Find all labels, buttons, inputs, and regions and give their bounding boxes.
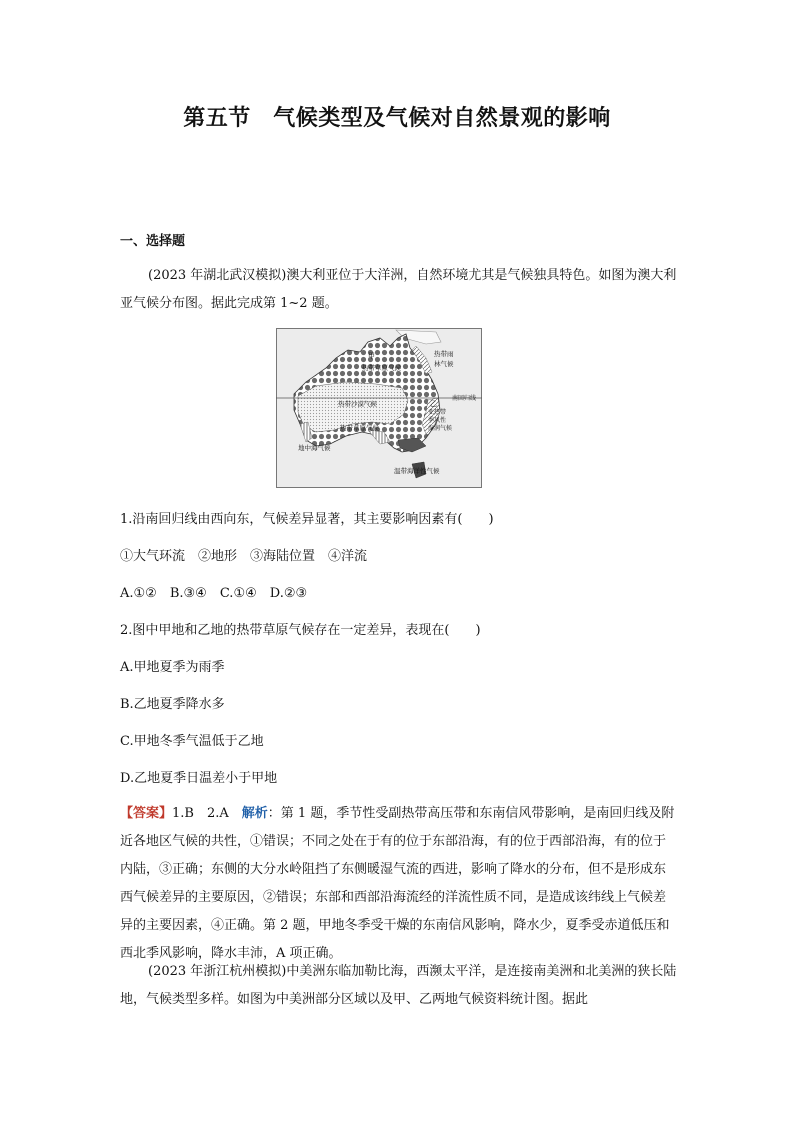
- map-label-subtropical-3: 湿润气候: [428, 425, 453, 432]
- map-label-savanna: 热带草原气候: [362, 364, 401, 372]
- map-label-tropic: 南回归线: [452, 395, 477, 402]
- question-1-options: A.①② B.③④ C.①④ D.②③: [120, 586, 308, 601]
- question-2: 2.图中甲地和乙地的热带草原气候存在一定差异，表现在( ): [120, 623, 481, 638]
- map-label-mediterranean: 地中海气候: [298, 444, 331, 452]
- question-2-option-a: A.甲地夏季为雨季: [120, 660, 225, 675]
- analysis-tag: 解析: [241, 806, 268, 821]
- australia-climate-map: [276, 328, 482, 488]
- map-label-jia: 甲: [368, 352, 375, 360]
- map-label-savanna2: 热带草原气候: [340, 424, 379, 432]
- question-1: 1.沿南回归线由西向东，气候差异显著，其主要影响因素有( ): [120, 512, 494, 527]
- question-2-option-c: C.甲地冬季气温低于乙地: [120, 734, 264, 749]
- analysis-text: ：第 1 题，季节性受副热带高压带和东南信风带影响，是南回归线及附近各地区气候的共性，①错误；不同之处在于有的位于东部沿海，有的位于西部沿海，有的位于内陆，③正确；东侧的大分水岭阻挡了东侧暖湿气流的西进，影响了降水的分布，但不是形成东西气候差异的主要原因，②错误；东部和西部沿海流经的洋流性质不同，是造成该纬线上气候差异的主要因素，④正确。第 2 题，甲地冬季受干燥的东南信风影响，降水少，夏季受赤道低压和西北季风影响，降水丰沛，A 项正确。: [120, 806, 675, 961]
- answer-block: [120, 800, 678, 968]
- map-label-rainforest-2: 林气候: [434, 360, 454, 368]
- map-label-oceanic: 温带海洋性气候: [394, 467, 440, 475]
- question-2-option-d: D.乙地夏季日温差小于甲地: [120, 771, 278, 786]
- intro-paragraph-1: (2023 年湖北武汉模拟)澳大利亚位于大洋洲，自然环境尤其是气候独具特色。如图为澳大利亚气候分布图。据此完成第 1~2 题。: [120, 268, 677, 311]
- map-label-subtropical-1: 亚热带: [428, 409, 447, 416]
- answer-tag: 【答案】: [120, 806, 173, 821]
- answer-values: 1.B 2.A: [172, 806, 242, 821]
- map-label-rainforest-1: 热带雨: [434, 350, 454, 358]
- page-title: 第五节 气候类型及气候对自然景观的影响: [183, 106, 611, 131]
- map-label-yi: 乙: [430, 400, 437, 408]
- map-label-desert: 热带沙漠气候: [338, 400, 377, 408]
- question-1-factors: ①大气环流 ②地形 ③海陆位置 ④洋流: [120, 549, 368, 564]
- question-2-option-b: B.乙地夏季降水多: [120, 697, 225, 712]
- intro-paragraph-2: (2023 年浙江杭州模拟)中美洲东临加勒比海，西濒太平洋，是连接南美洲和北美洲的狭长陆地，气候类型多样。如图为中美洲部分区域以及甲、乙两地气候资料统计图。据此: [120, 964, 677, 1007]
- section-heading: 一、选择题: [120, 234, 186, 249]
- map-label-subtropical-2: 季风性: [428, 417, 447, 424]
